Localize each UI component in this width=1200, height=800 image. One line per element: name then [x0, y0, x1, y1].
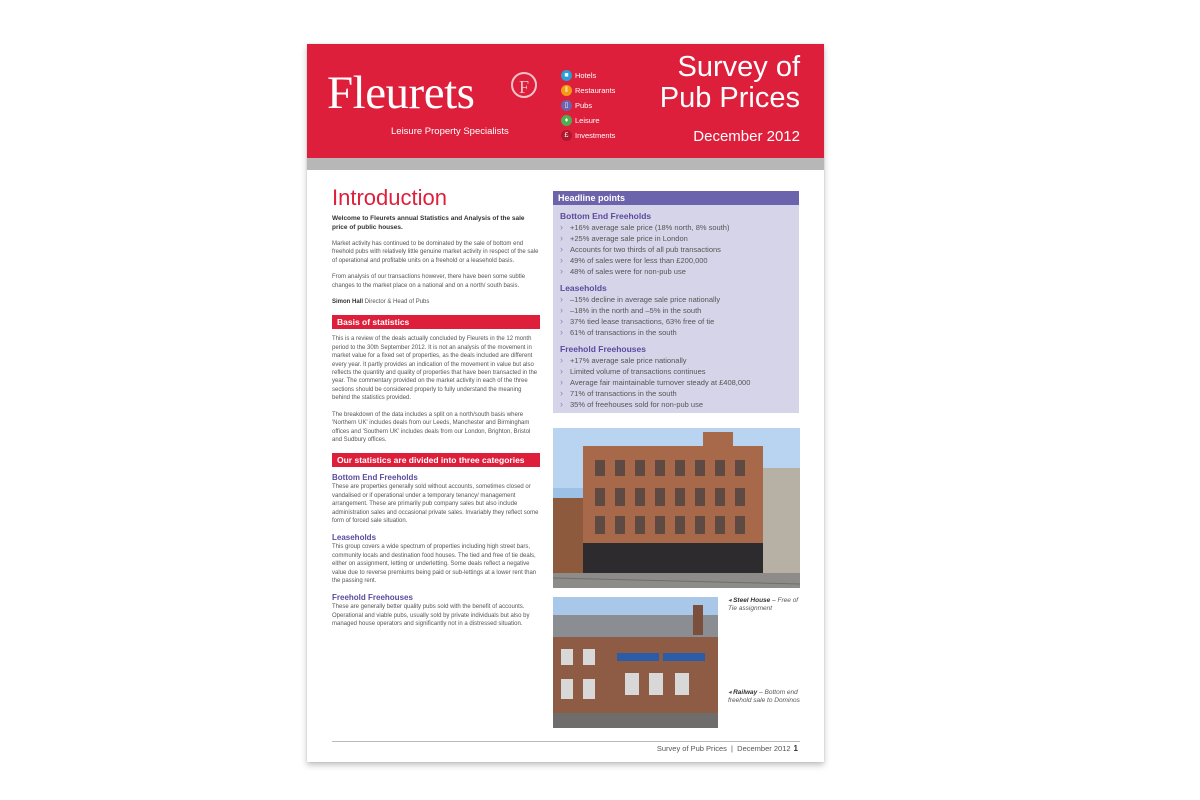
- right-column: [553, 191, 799, 413]
- headline-point: › +25% average sale price in London: [560, 233, 792, 244]
- headline-point: › 37% tied lease transactions, 63% free of tie: [560, 316, 792, 327]
- basis-heading: Basis of statistics: [332, 315, 540, 329]
- headline-point: › Average fair maintainable turnover steady at £408,000: [560, 377, 792, 388]
- headline-point: › Limited volume of transactions continues: [560, 366, 792, 377]
- brochure-page: [307, 44, 824, 762]
- headline-section-title: Freehold Freehouses: [560, 344, 646, 354]
- categories-heading: Our statistics are divided into three categories: [332, 453, 540, 467]
- basis-paragraph: This is a review of the deals actually concluded by Fleurets in the 12 month period to the 30th September 2012. It is not an analysis of the movement in market value for a fixed set of properties, as the deals included are different every year. It partly provides an indication of the movement in value but also reflects the quantity and quality of properties that have been transacted in the year. The commentary provided on the market activity in each of the three sections should be considered properly to fully understand the meaning behind the statistics provided.: [332, 336, 538, 402]
- sector-list: [561, 68, 615, 143]
- headline-point: › 49% of sales were for less than £200,000: [560, 255, 792, 266]
- headline-point: › –15% decline in average sale price nationally: [560, 294, 792, 305]
- category-text: This group covers a wide spectrum of properties including high street bars, community locals and destination food houses. The tied and free of tie deals, either on assignment, letting or underletting. Some deals reflect a negative value due to reverse premiums being paid or sub-lettings at a lower rent than the passing rent.: [332, 544, 537, 584]
- page-number: 1: [793, 744, 798, 753]
- category-title: Bottom End Freeholds: [332, 473, 418, 483]
- photo-caption: ◂ Steel House – Free of Tie assignment: [728, 597, 799, 612]
- document-title: Survey of Pub Prices: [659, 51, 800, 114]
- photo-caption: ◂ Railway – Bottom end freehold sale to Dominos: [728, 689, 800, 704]
- header-divider: [307, 158, 824, 170]
- intro-lead: Welcome to Fleurets annual Statistics and Analysis of the sale price of public houses.: [332, 215, 525, 231]
- headline-point: › Accounts for two thirds of all pub transactions: [560, 244, 792, 255]
- category-text: These are generally better quality pubs sold with the benefit of accounts. Operational and viable pubs, usually sold by private individuals but also by managed house operators and significantly not in a distressed situation.: [332, 604, 530, 628]
- leisure-icon: ♦: [561, 115, 572, 126]
- railway-pub-photo: [553, 597, 718, 728]
- intro-title: Introduction: [332, 185, 447, 210]
- headline-point: › 61% of transactions in the south: [560, 327, 792, 338]
- logo-mark-icon: F: [511, 72, 537, 98]
- headline-point: › +16% average sale price (18% north, 8% south): [560, 222, 792, 233]
- sector-item: ■ Hotels: [561, 68, 615, 83]
- sector-item: ‖ Restaurants: [561, 83, 615, 98]
- investment-icon: £: [561, 130, 572, 141]
- category-title: Freehold Freehouses: [332, 593, 413, 603]
- building-photo-illustration: [553, 428, 800, 588]
- building-photo-illustration: [553, 597, 718, 728]
- headline-section-title: Leaseholds: [560, 283, 607, 293]
- sector-item: ♦ Leisure: [561, 113, 615, 128]
- document-date: December 2012: [693, 128, 800, 145]
- left-column: [332, 186, 540, 637]
- intro-paragraph: Market activity has continued to be dominated by the sale of bottom end freehold pubs with relatively little genuine market activity in respect of the sale of operational and profitable units on a freehold or a leasehold basis.: [332, 241, 539, 264]
- headline-list: [560, 294, 792, 338]
- page-footer: Survey of Pub Prices | December 2012 1: [656, 744, 798, 753]
- intro-paragraph: From analysis of our transactions however, there have been some subtle changes to the market place on a national and on a north/ south basis.: [332, 274, 526, 289]
- headline-point: › 35% of freehouses sold for non-pub use: [560, 399, 792, 410]
- headline-list: [560, 355, 792, 410]
- footer-rule: [332, 741, 800, 742]
- basis-paragraph: The breakdown of the data includes a split on a north/south basis where 'Northern UK' includes deals from our Leeds, Manchester and Birmingham offices and 'Southern UK' includes deals from our London, Brighton, Bristol and Sudbury offices.: [332, 411, 531, 443]
- headline-list: [560, 222, 792, 277]
- headline-panel: [553, 205, 799, 413]
- headline-point: › –18% in the north and –5% in the south: [560, 305, 792, 316]
- restaurant-icon: ‖: [561, 85, 572, 96]
- brand-tagline: Leisure Property Specialists: [391, 126, 509, 137]
- headline-point: › 71% of transactions in the south: [560, 388, 792, 399]
- headline-point: › +17% average sale price nationally: [560, 355, 792, 366]
- headline-section-title: Bottom End Freeholds: [560, 211, 652, 221]
- signature: Simon Hall Director & Head of Pubs: [332, 299, 430, 306]
- category-text: These are properties generally sold without accounts, sometimes closed or vandalised or if operational under a temporary tenancy/ management arrangement. These are primarily pub company sales but also include administration sales and occasional private sales. Invariably they reflect some form of forced sale situation.: [332, 484, 539, 524]
- headline-point: › 48% of sales were for non-pub use: [560, 266, 792, 277]
- hotel-icon: ■: [561, 70, 572, 81]
- page-header: [307, 44, 824, 158]
- steel-house-photo: [553, 428, 800, 588]
- pub-icon: ▯: [561, 100, 572, 111]
- category-title: Leaseholds: [332, 533, 377, 543]
- headline-heading: Headline points: [553, 191, 799, 205]
- sector-item: ▯ Pubs: [561, 98, 615, 113]
- sector-item: £ Investments: [561, 128, 615, 143]
- brand-logo: Fleurets: [327, 67, 475, 119]
